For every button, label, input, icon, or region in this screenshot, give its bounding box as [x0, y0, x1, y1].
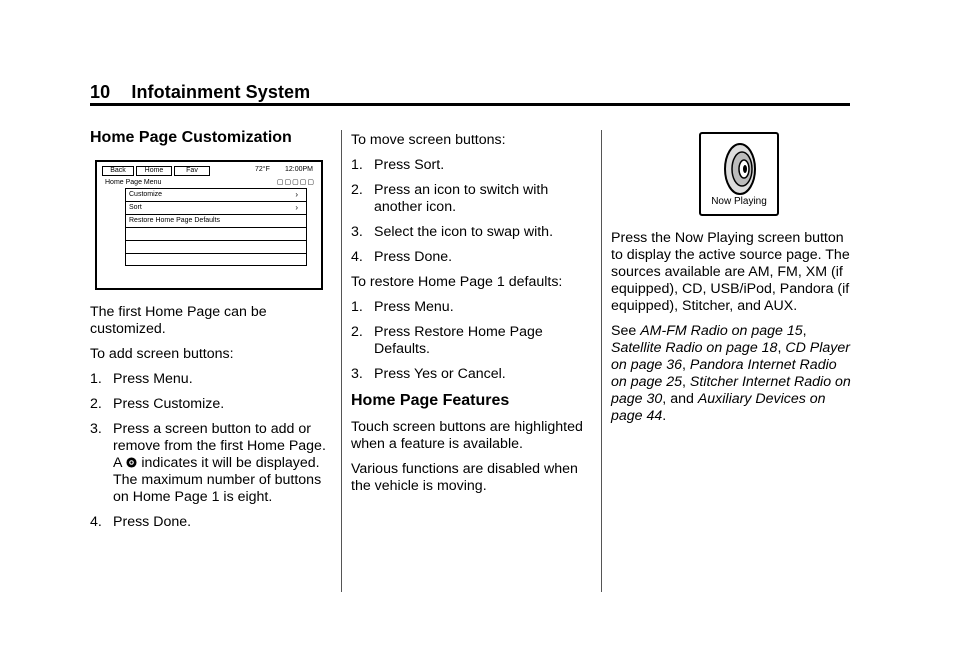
column-divider — [601, 130, 602, 592]
clock: 12:00PM — [285, 166, 314, 173]
link[interactable]: AM-FM Radio on page 15 — [640, 323, 803, 339]
column-divider — [341, 130, 342, 592]
paragraph: The first Home Page can be customized. — [90, 304, 267, 337]
paragraph: To add screen buttons: — [90, 346, 234, 362]
speaker-icon — [721, 142, 759, 196]
list-item: 4. Press Done. — [351, 249, 453, 265]
page-number: 10 — [90, 82, 111, 102]
menu-row-sort: Sort › — [125, 201, 307, 214]
page-header — [90, 82, 310, 103]
menu-list — [125, 188, 307, 266]
list-item: 2. Press Customize. — [90, 396, 225, 412]
menu-title: Home Page Menu — [105, 179, 162, 186]
link[interactable]: Stitcher Internet Radio on page 30 — [611, 374, 851, 407]
cross-reference: See AM-FM Radio on page 15, Satellite Radio on page 18, CD Player on page 36, Pandora Internet Radio on page 25, Stitcher Internet Radio on page 30, and Auxiliary Devices on page 44. — [611, 323, 851, 424]
temperature: 72°F — [255, 166, 270, 173]
column-1 — [90, 128, 330, 539]
now-playing-button-illustration — [699, 132, 779, 216]
menu-row-empty — [125, 227, 307, 240]
list-item: 3. Select the icon to swap with. — [351, 224, 554, 240]
menu-row-restore: Restore Home Page Defaults — [125, 214, 307, 227]
link[interactable]: CD Player on page 36 — [611, 340, 850, 373]
now-playing-label: Now Playing — [711, 196, 767, 207]
paragraph: Various functions are disabled when the vehicle is moving. — [351, 461, 578, 494]
link[interactable]: Satellite Radio on page 18 — [611, 340, 778, 356]
status-icons: ▢▢▢▢▢ — [276, 179, 315, 186]
selected-indicator-icon — [126, 457, 137, 468]
home-tab: Home — [136, 166, 172, 176]
chevron-right-icon: › — [295, 190, 298, 199]
header-rule — [90, 103, 850, 106]
paragraph: To restore Home Page 1 defaults: — [351, 274, 563, 290]
list-item: 3. Press a screen button to add or remove from the first Home Page. A indicates it will be displayed. The maximum number of buttons on Home Page 1 is eight. — [90, 421, 326, 505]
screen-illustration — [95, 160, 323, 290]
column-2 — [351, 132, 591, 503]
list-item: 4. Press Done. — [90, 514, 192, 530]
menu-row-empty — [125, 253, 307, 266]
menu-row-empty — [125, 240, 307, 253]
list-item: 2. Press Restore Home Page Defaults. — [351, 324, 543, 357]
list-item: 1. Press Menu. — [90, 371, 193, 387]
section-heading: Home Page Customization — [90, 129, 292, 146]
paragraph: Press the Now Playing screen button to display the active source page. The sources available are AM, FM, XM (if equipped), CD, USB/iPod, Pandora (if equipped), Stitcher, and AUX. — [611, 230, 850, 314]
column-3 — [611, 132, 851, 433]
back-tab: Back — [102, 166, 134, 176]
menu-row-customize: Customize › — [125, 188, 307, 201]
section-title: Infotainment System — [131, 82, 311, 102]
fav-tab: Fav — [174, 166, 210, 176]
list-item: 1. Press Menu. — [351, 299, 454, 315]
section-heading: Home Page Features — [351, 392, 510, 409]
list-item: 2. Press an icon to switch with another icon. — [351, 182, 549, 215]
paragraph: To move screen buttons: — [351, 132, 506, 148]
chevron-right-icon: › — [295, 203, 298, 212]
link[interactable]: Pandora Internet Radio on page 25 — [611, 357, 837, 390]
link[interactable]: Auxiliary Devices on page 44 — [611, 391, 826, 424]
list-item: 1. Press Sort. — [351, 157, 445, 173]
list-item: 3. Press Yes or Cancel. — [351, 366, 506, 382]
paragraph: Touch screen buttons are highlighted when a feature is available. — [351, 419, 583, 452]
